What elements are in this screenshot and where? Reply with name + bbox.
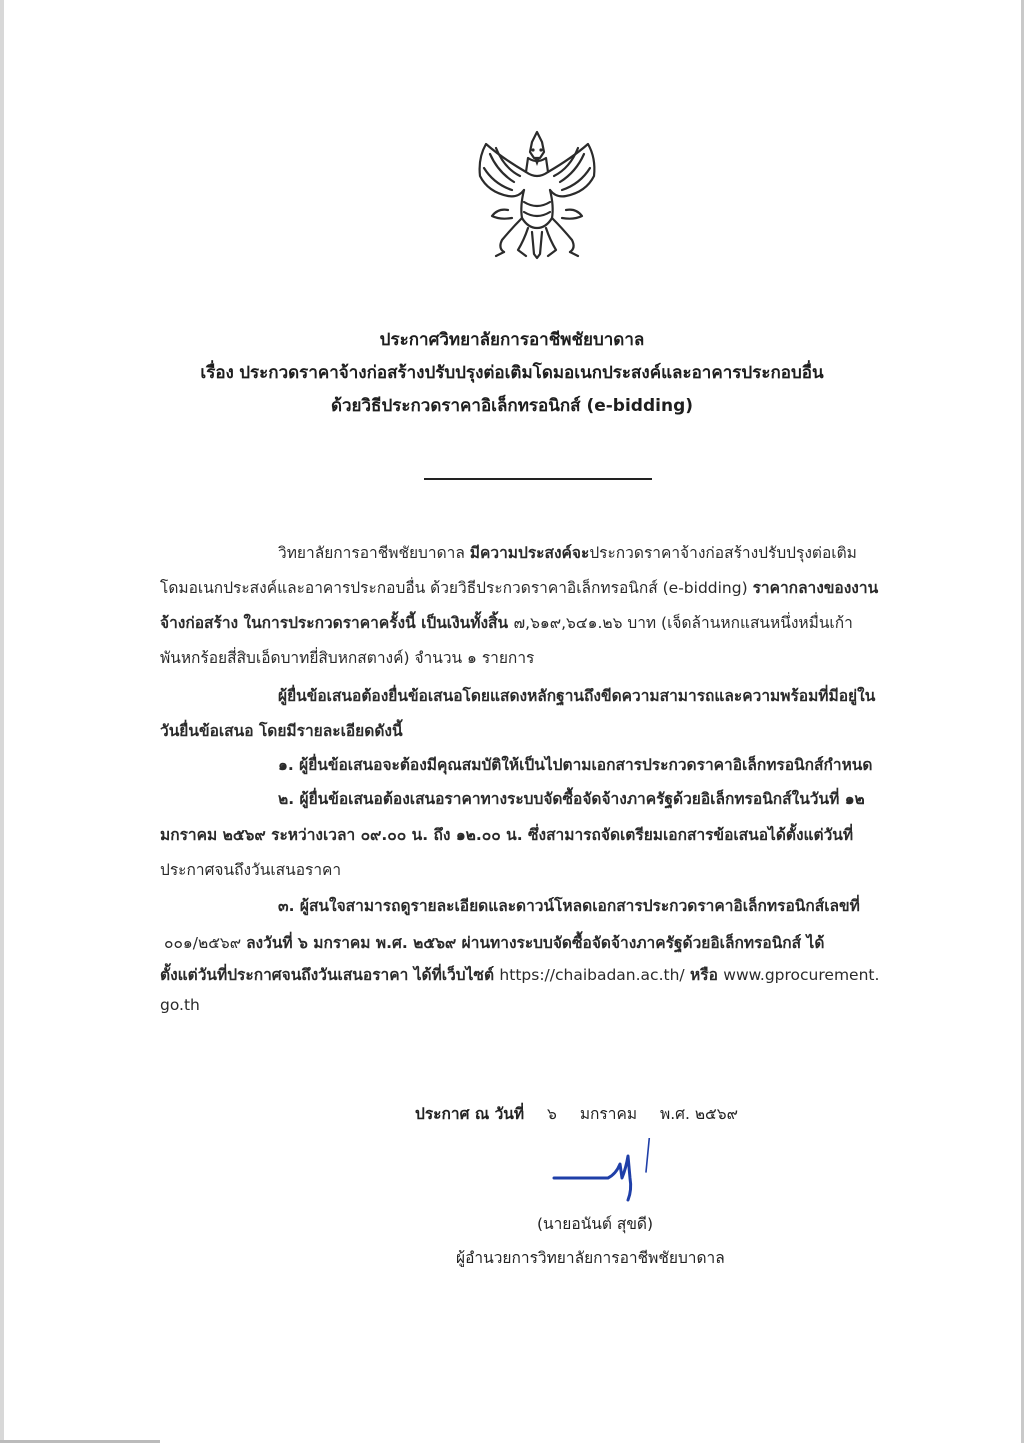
para1-l1a: วิทยาลัยการอาชีพชัยบาดาล (278, 544, 470, 562)
item3-l3c: หรือ (684, 966, 724, 984)
para1-line4: พันหกร้อยสี่สิบเอ็ดบาทยี่สิบหกสตางค์) จำนวน ๑ รายการ (160, 649, 535, 667)
para1-l2a: โดมอเนกประสงค์และอาคารประกอบอื่น ด้วยวิธีประกวดราคาอิเล็กทรอนิกส์ (e-bidding) (160, 579, 753, 597)
signatory-position: ผู้อำนวยการวิทยาลัยการอาชีพชัยบาดาล (456, 1249, 725, 1267)
item3-l3a: ตั้งแต่วันที่ประกาศจนถึงวันเสนอราคา ได้ที่เว็บไซต์ (160, 966, 500, 984)
item3-line2 (164, 930, 824, 955)
item2-line1: ๒. ผู้ยื่นข้อเสนอต้องเสนอราคาทางระบบจัดซื้อจัดจ้างภาครัฐด้วยอิเล็กทรอนิกส์ในวันที่ ๑๒ (278, 790, 865, 808)
para1-l1b: มีความประสงค์จะ (469, 544, 590, 562)
item3-website-link[interactable]: https://chaibadan.ac.th/ (499, 966, 685, 984)
item3-gprocurement-link[interactable]: www.gprocurement. (723, 966, 880, 984)
garuda-emblem-icon (468, 128, 606, 262)
subject-label: เรื่อง (200, 363, 234, 383)
handwritten-signature (548, 1138, 668, 1208)
announce-day: ๖ (547, 1105, 557, 1123)
item1-line: ๑. ผู้ยื่นข้อเสนอจะต้องมีคุณสมบัติให้เป็นไปตามเอกสารประกวดราคาอิเล็กทรอนิกส์กำหนด (278, 756, 873, 774)
title-line-3: ด้วยวิธีประกวดราคาอิเล็กทรอนิกส์ (e-bidding) (330, 396, 694, 416)
document-title (150, 324, 874, 423)
para2-line2: วันยื่นข้อเสนอ โดยมีรายละเอียดดังนี้ (160, 722, 403, 740)
para1-l3b: ๗,๖๑๙,๖๔๑.๒๖ บาท (เจ็ดล้านหกแสนหนึ่งหมื่นเก้า (513, 614, 853, 632)
para1-l1c: ประกวดราคาจ้างก่อสร้างปรับปรุงต่อเติม (589, 544, 857, 562)
item3-line3 (160, 962, 879, 987)
para1-l3a: จ้างก่อสร้าง ในการประกวดราคาครั้งนี้ เป็นเงินทั้งสิ้น (160, 614, 514, 632)
title-subject-line (150, 357, 874, 390)
para1-line1 (278, 540, 857, 565)
item3-l2b: ลงวันที่ ๖ มกราคม พ.ศ. ๒๕๖๙ ผ่านทางระบบจัดซื้อจัดจ้างภาครัฐด้วยอิเล็กทรอนิกส์ ได้ (246, 934, 825, 952)
announcement-date (415, 1101, 756, 1126)
announce-year: พ.ศ. ๒๕๖๙ (659, 1105, 738, 1123)
announce-label: ประกาศ ณ วันที่ (415, 1105, 525, 1123)
para1-l2b: ราคากลางของงาน (752, 579, 879, 597)
item3-l2a: ๐๐๑/๒๕๖๙ (164, 934, 247, 952)
title-divider (424, 478, 652, 480)
item2-line2: มกราคม ๒๕๖๙ ระหว่างเวลา ๐๙.๐๐ น. ถึง ๑๒.๐๐ น. ซึ่งสามารถจัดเตรียมเอกสารข้อเสนอได้ตั้งแต่วันที่ (160, 826, 854, 844)
title-line-1: ประกาศวิทยาลัยการอาชีพชัยบาดาล (379, 330, 645, 350)
item3-line1: ๓. ผู้สนใจสามารถดูรายละเอียดและดาวน์โหลดเอกสารประกวดราคาอิเล็กทรอนิกส์เลขที่ (278, 897, 860, 915)
signatory-name: (นายอนันต์ สุขดี) (536, 1215, 654, 1233)
announce-month: มกราคม (579, 1105, 638, 1123)
para2-line1: ผู้ยื่นข้อเสนอต้องยื่นข้อเสนอโดยแสดงหลักฐานถึงขีดความสามารถและความพร้อมที่มีอยู่ใน (278, 687, 876, 705)
item2-line3: ประกาศจนถึงวันเสนอราคา (160, 861, 342, 879)
item3-line4: go.th (160, 996, 200, 1014)
subject-text: ประกวดราคาจ้างก่อสร้างปรับปรุงต่อเติมโดมอเนกประสงค์และอาคารประกอบอื่น (239, 363, 824, 383)
para1-line2 (160, 575, 878, 600)
para1-line3 (160, 610, 853, 635)
